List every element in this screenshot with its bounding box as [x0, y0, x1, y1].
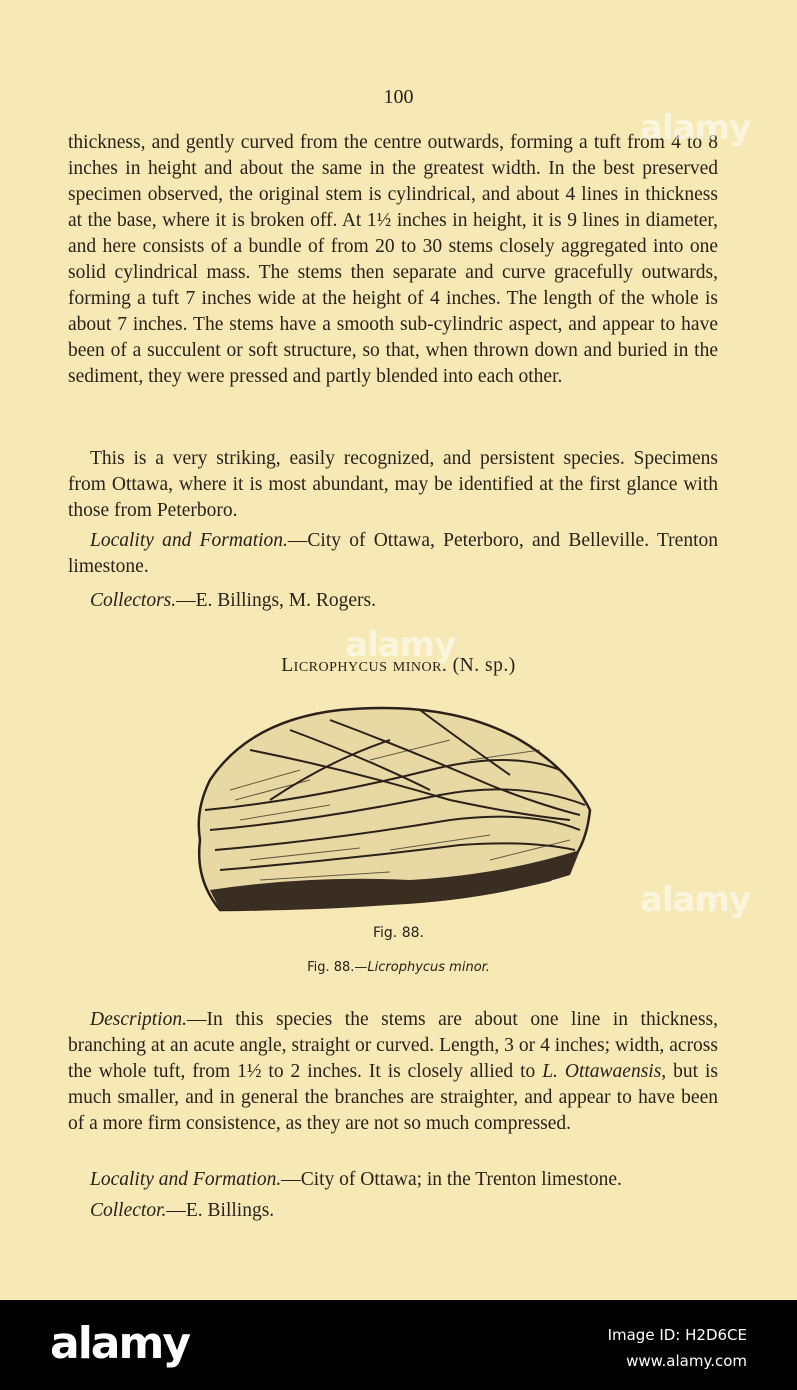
image-id: Image ID: H2D6CE: [607, 1326, 747, 1344]
paragraph-2: [68, 446, 718, 524]
paragraph-continued: [68, 130, 718, 390]
watermark: alamy: [640, 108, 751, 148]
description-label: Description.: [90, 1009, 187, 1030]
description-paragraph: [68, 1007, 718, 1137]
fossil-illustration: [190, 700, 600, 920]
stock-footer: [0, 1300, 797, 1390]
collectors-line: [68, 588, 718, 614]
figure-number: Fig. 88.: [373, 925, 424, 941]
watermark: alamy: [345, 625, 456, 665]
description-text-2: but is much smaller, and in general the branches are straighter, and appear to have been of a more firm consistence, as they are not so much compressed.: [68, 1061, 718, 1134]
figure-caption: [0, 960, 797, 975]
watermark: alamy: [640, 880, 751, 920]
collectors-text: —E. Billings, M. Rogers.: [176, 590, 377, 611]
locality-label-2: Locality and Formation.: [90, 1169, 282, 1190]
species-name: Licrophycus minor.: [281, 655, 448, 676]
paragraph-2-text: This is a very striking, easily recognized, and persistent species. Specimens from Ottawa, where it is most abundant, may be identified at the first glance with those from Peterboro.: [68, 448, 718, 521]
collector-label: Collector.: [90, 1200, 167, 1221]
footer-info: [608, 1322, 747, 1374]
paragraph-1-text: thickness, and gently curved from the centre outwards, forming a tuft from 4 to 8 inches in height and about the same in the greatest width. In the best preserved specimen observed, the original stem is cylindrical, and about 4 lines in thickness at the base, where it is broken off. At 1½ inches in height, it is 9 lines in diameter, and here consists of a bundle of from 20 to 30 stems closely aggregated into one solid cylindrical mass. The stems then separate and curve gracefully outwards, forming a tuft 7 inches wide at the height of 4 inches. The length of the whole is about 7 inches. The stems have a smooth sub-cylindric aspect, and appear to have been of a succulent or soft structure, so that, when thrown down and buried in the sediment, they were pressed and partly blended into each other.: [68, 132, 718, 387]
locality-formation-1: [68, 528, 718, 580]
collector-text: —E. Billings.: [166, 1200, 275, 1221]
locality-text-1: —City of Ottawa, Peterboro, and Belleville. Trenton limestone.: [68, 530, 718, 577]
page-number: 100: [383, 86, 414, 108]
description-text-1: —In this species the stems are about one line in thickness, branching at an acute angle, straight or curved. Length, 3 or 4 inches; width, across the whole tuft, from 1½ to 2 inches. It is closely allied to: [68, 1009, 718, 1082]
collectors-label: Collectors.: [90, 590, 177, 611]
locality-formation-2: [68, 1167, 718, 1193]
figure-caption-prefix: Fig. 88.—: [307, 960, 368, 975]
locality-text-2: —City of Ottawa; in the Trenton limestone.: [281, 1169, 622, 1190]
collector-line: [68, 1198, 718, 1224]
locality-label-1: Locality and Formation.: [90, 530, 288, 551]
alamy-logo: alamy: [50, 1318, 189, 1369]
species-reference: L. Ottawaensis,: [542, 1061, 667, 1082]
figure-caption-name: Licrophycus minor.: [367, 960, 490, 975]
species-note: (N. sp.): [452, 655, 516, 676]
site-url: www.alamy.com: [626, 1352, 747, 1370]
